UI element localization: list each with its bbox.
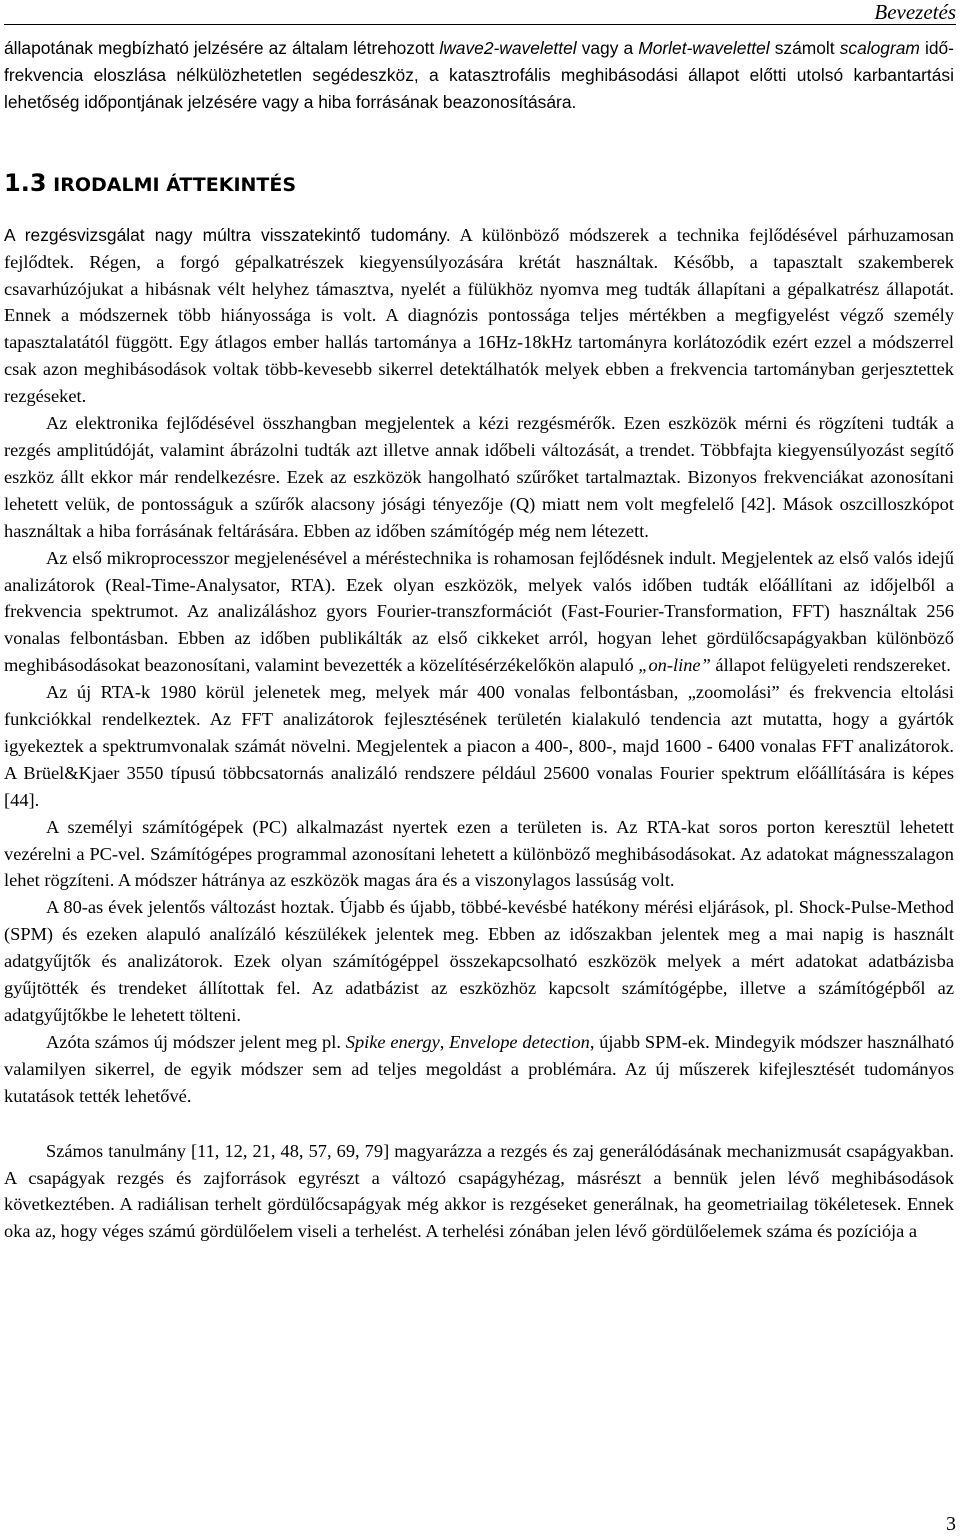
intro-text-3: számolt (769, 38, 840, 58)
paragraph-7-term-envelope-detection: Envelope detection (449, 1031, 590, 1052)
running-head: Bevezetés (4, 0, 956, 25)
paragraph-3-text-b: állapot felügyeleti rendszereket. (710, 655, 951, 676)
paragraph-7-term-spike-energy: Spike energy (345, 1031, 440, 1052)
intro-text-1: állapotának megbízható jelzésére az általam létrehozott (4, 38, 440, 58)
paragraph-7-text-a: Azóta számos új módszer jelent meg pl. (46, 1031, 346, 1052)
paragraph-6: A 80-as évek jelentős változást hoztak. Újabb és újabb, többé-kevésbé hatékony mérési eljárások, pl. Shock-Pulse-Method (SPM) és ezeken alapuló analízáló készülékek jelentek meg. Ebben az időszakban jelentek meg a mai napig is használt adatgyűjtők és analizátorok. Ezek olyan számítógéppel összekapcsolható eszközök melyek a mért adatokat adatbázisba gyűjtötték és trendeket állítottak fel. Az adatbázist az eszközhöz kapcsolt számítógépbe, illetve a számítógépből az adatgyűjtőkbe le lehetett tölteni. (4, 897, 954, 1025)
paragraph-2: Az elektronika fejlődésével összhangban megjelentek a kézi rezgésmérők. Ezen eszközök mérni és rögzíteni tudták a rezgés amplitúdóját, valamint ábrázolni tudták azt illetve annak időbeli változását, a trendet. Többfajta kiegyensúlyozást segítő eszköz állt ekkor már rendelkezésre. Ezek az eszközök hangolható szűrőket tartalmaztak. Bizonyos frekvenciákat azonosítani lehetett velük, de pontosságuk a szűrők alacsony jósági tényezője (Q) miatt nem volt megfelelő [42]. Mások oszcilloszkópot használtak a hiba forrásának feltárására. Ebben az időben számítógép még nem létezett. (4, 413, 954, 541)
intro-paragraph (4, 35, 954, 116)
intro-term-lwave2: lwave2-wavelettel (439, 38, 577, 58)
paragraph-4: Az új RTA-k 1980 körül jelenetek meg, melyek már 400 vonalas felbontásban, „zoomolási” és frekvencia eltolási funkciókkal rendelkeztek. Az FFT analizátorok fejlesztésének területén kialakuló tendencia azt mutatta, hogy a gyártók igyekeztek a spektrumvonalak számát növelni. Megjelentek a piacon a 400-, 800-, majd 1600 - 6400 vonalas FFT analizátorok. A Brüel&Kjaer 3550 típusú többcsatornás analizáló rendszere például 25600 vonalas Fourier spektrum előállítására is képes [44]. (4, 682, 954, 810)
intro-text-2: vagy a (576, 38, 639, 58)
paragraph-3-text-a: Az első mikroprocesszor megjelenésével a méréstechnika is rohamosan fejlődésnek indult. Megjelentek az első valós idejű analizátorok (Real-Time-Analysator, RTA). Ezek olyan eszközök, melyek valós időben tudták előállítani az időjelből a frekvencia spektrumot. Az analizáláshoz gyors Fourier-transzformációt (Fast-Fourier-Transformation, FFT) használtak 256 vonalas felbontásban. Ebben az időben publikálták az első cikkeket arról, hogyan lehet gördülőcsapágyakban különböző meghibásodásokat beazonosítani, valamint bevezették a közelítésérzékelőkön alapuló (4, 547, 954, 676)
paragraph-5: A személyi számítógépek (PC) alkalmazást nyertek ezen a területen is. Az RTA-kat soros porton keresztül lehetett vezérelni a PC-vel. Számítógépes programmal azonosítani lehetett a különböző meghibásodásokat. Az adatokat mágnesszalagon lehet rögzíteni. A módszer hátránya az eszközök magas ára és a viszonylagos lassúság volt. (4, 816, 954, 891)
section-title: IRODALMI ÁTTEKINTÉS (53, 173, 297, 196)
body-text (4, 35, 954, 1245)
paragraph-8: Számos tanulmány [11, 12, 21, 48, 57, 69, 79] magyarázza a rezgés és zaj generálódásának mechanizmusát csapágyakban. A csapágyak rezgés és zajforrások egyrészt a változó csapágyhézag, másrészt a bennük jelen lévő meghibásodások következtében. A radiálisan terhelt gördülőcsapágyak még akkor is rezgéseket generálnak, ha geometriailag tökéletesek. Ennek oka az, hogy véges számú gördülőelem viseli a terhelést. A terhelési zónában jelen lévő gördülőelemek száma és pozíciója a (4, 1140, 954, 1242)
paragraph-7-text-b: , (439, 1031, 450, 1052)
section-number: 1.3 (4, 168, 47, 197)
paragraph-7 (4, 1029, 954, 1110)
intro-term-scalogram: scalogram (839, 38, 920, 58)
page-number: 3 (946, 1513, 956, 1535)
paragraph-1-rest: A különböző módszerek a technika fejlődésével párhuzamosan fejlődtek. Régen, a forgó gépalkatrészek kiegyensúlyozására krétát használtak. Később, a tapasztalt szakemberek csavarhúzójukat a hibásnak vélt helyhez támasztva, nyelét a fülükhöz nyomva meg tudták állapítani a gépalkatrész állapotát. Ennek a módszernek több hiányossága is volt. A diagnózis pontossága teljes mértékben a megfigyelést végző személy tapasztalatától függött. Egy átlagos ember hallás tartománya a 16Hz-18kHz tartományra korlátozódik ezért ezzel a módszerrel csak azon meghibásodások voltak több-kevesebb sikerrel detektálhatók melyek ebben a frekvencia tartományban gerjesztettek rezgéseket. (4, 224, 955, 407)
paragraph-1-lead: A rezgésvizsgálat nagy múltra visszatekintő tudomány. (4, 224, 451, 245)
intro-term-morlet: Morlet-wavelettel (638, 38, 770, 58)
paragraph-3 (4, 545, 954, 680)
paragraph-gap (4, 1110, 954, 1138)
paragraph-7-text-c: , újabb SPM-ek. Mindegyik módszer használható valamilyen sikerrel, de egyik módszer sem ad teljes megoldást a problémára. Az új műszerek kifejlesztését tudományos kutatások tették lehetővé. (4, 1031, 955, 1106)
paragraph-3-term-online: „on-line” (638, 655, 711, 676)
intro-text-4: idő-frekvencia eloszlása nélkülözhetetlen segédeszköz, a katasztrofális meghibásodási állapot előtti utolsó karbantartási lehetőség időpontjának jelzésére vagy a hiba forrásának beazonosítására. (4, 38, 954, 112)
paragraph-1 (4, 222, 954, 410)
section-heading (4, 170, 954, 198)
